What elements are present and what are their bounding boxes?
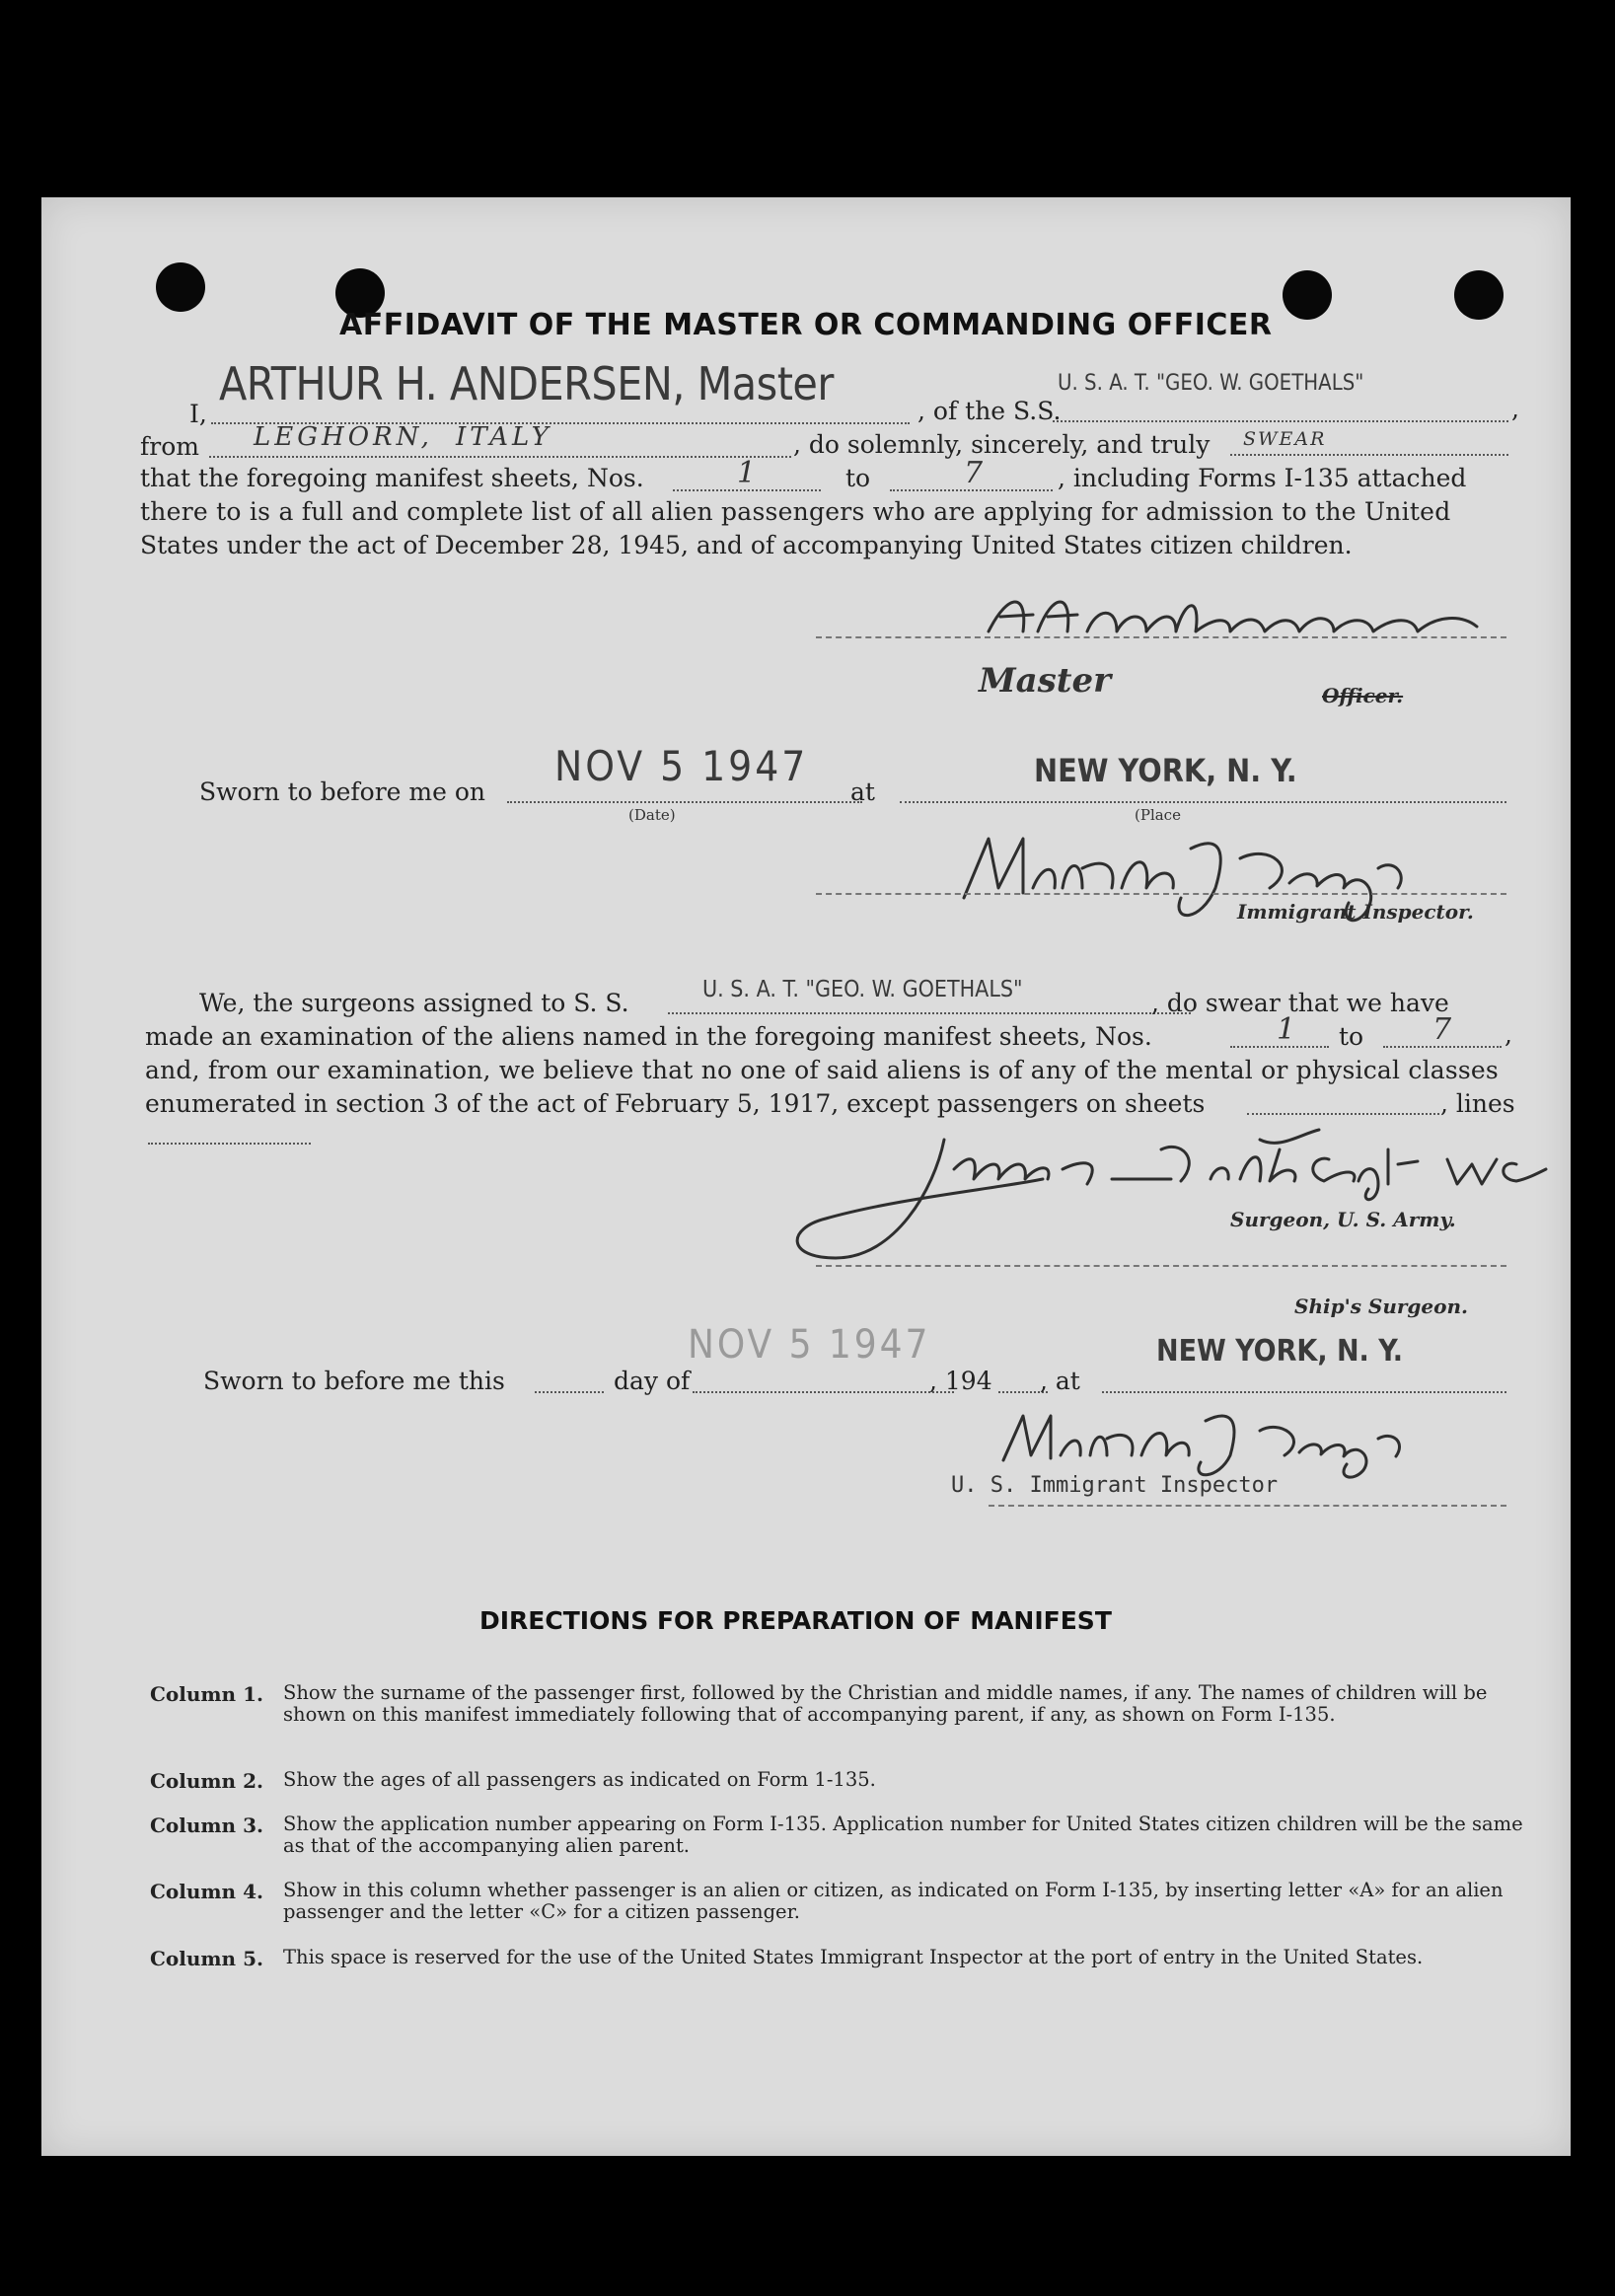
manifest-sheets-label: that the foregoing manifest sheets, Nos. (140, 464, 644, 492)
from-label: from (140, 432, 199, 461)
direction-text: This space is reserved for the use of the United States Immigrant Inspector at the port of entry in the United States. (283, 1946, 1424, 1968)
surgeon-signature (747, 1110, 1585, 1278)
surgeons-sheet-to-line (1383, 1046, 1502, 1048)
inspector-signature-text (979, 878, 988, 879)
surgeon-caption: Surgeon, U. S. Army. (1230, 1208, 1456, 1231)
surgeons-sheet-from: 1 (1277, 1012, 1296, 1047)
ship-comma: , (1511, 395, 1519, 423)
affidavit-page (41, 197, 1571, 2156)
including-forms-label: , including Forms I-135 attached (1058, 464, 1467, 492)
master-handwritten: Master (979, 661, 1112, 701)
punch-hole (1454, 270, 1504, 320)
direction-text: Show in this column whether passenger is an alien or citizen, as indicated on Form I-135, by inserting letter «A» for an alien passenger and the letter «C» for a citizen passenger. (283, 1879, 1504, 1923)
sheet-from: 1 (737, 456, 757, 490)
surgeons-ship-line (668, 1012, 1191, 1014)
us-inspector-signature (984, 1401, 1457, 1480)
surgeons-sheet-from-line (1230, 1046, 1329, 1048)
date-caption: (Date) (628, 806, 676, 824)
surgeons-ship-name-stamp: U. S. A. T. "GEO. W. GOETHALS" (702, 977, 1023, 1002)
direction-text: Show the application number appearing on Form I-135. Application number for United States citizen children will be the same as that of the accompanying alien parent. (283, 1813, 1523, 1857)
affidavit-title: AFFIDAVIT OF THE MASTER OR COMMANDING OFFICER (339, 308, 1273, 342)
sworn-date-stamp: NOV 5 1947 (554, 742, 809, 790)
ship-name-stamp: U. S. A. T. "GEO. W. GOETHALS" (1058, 371, 1364, 396)
direction-label: Column 5. (150, 1947, 263, 1970)
inspector-signature-line (816, 893, 1506, 895)
master-signature (979, 587, 1492, 656)
master-name-stamp: ARTHUR H. ANDERSEN, Master (219, 357, 834, 410)
surgeon-signature-text (929, 1169, 939, 1170)
oath-word: SWEAR (1243, 428, 1327, 450)
surgeons-line-1-end: , do swear that we have (1151, 989, 1449, 1017)
direction-label: Column 4. (150, 1880, 263, 1903)
sheet-to-line (890, 489, 1053, 491)
surgeons-sheet-to-label: to (1339, 1022, 1364, 1051)
surgeons-at-label: , at (1040, 1367, 1080, 1395)
surgeons-date-stamp: NOV 5 1947 (688, 1322, 931, 1368)
from-line (209, 456, 791, 458)
from-country: ITALY (456, 422, 552, 452)
sheet-to: 7 (964, 456, 984, 490)
from-city: LEGHORN, (254, 422, 433, 452)
surgeons-line-2-end: , (1505, 1020, 1512, 1049)
ship-name-line (1053, 420, 1508, 422)
punch-hole (156, 262, 205, 312)
oath-line (1230, 454, 1508, 456)
surgeons-line-4-end: , lines (1440, 1089, 1515, 1118)
i-label: I, (189, 400, 207, 428)
place-caption: (Place (1135, 806, 1181, 824)
surgeons-line-3: and, from our examination, we believe that no one of said aliens is of any of the mental or physical classes (145, 1056, 1499, 1084)
sheet-from-line (673, 489, 821, 491)
us-inspector-signature-text (1028, 1441, 1037, 1442)
direction-label: Column 3. (150, 1814, 263, 1837)
affidavit-line-5: States under the act of December 28, 1945, and of accompanying United States citizen children. (140, 531, 1353, 559)
sworn-place-stamp: NEW YORK, N. Y. (1034, 752, 1297, 789)
punch-hole (1283, 270, 1332, 320)
surgeons-place-stamp: NEW YORK, N. Y. (1156, 1334, 1404, 1369)
direction-label: Column 2. (150, 1769, 263, 1793)
master-signature-text (979, 597, 986, 598)
direction-text: Show the ages of all passengers as indicated on Form 1-135. (283, 1768, 876, 1791)
direction-label: Column 1. (150, 1682, 263, 1706)
sworn-day-line (535, 1391, 604, 1393)
sworn-date-line (507, 801, 862, 803)
us-inspector-caption: U. S. Immigrant Inspector (951, 1473, 1279, 1498)
sheet-to-label: to (845, 464, 871, 492)
directions-title: DIRECTIONS FOR PREPARATION OF MANIFEST (479, 1606, 1112, 1635)
of-the-ss-label: , of the S.S. (918, 397, 1062, 425)
surgeons-line-2-start: made an examination of the aliens named in the foregoing manifest sheets, Nos. (145, 1022, 1152, 1051)
year-prefix-label: , 194 (929, 1367, 992, 1395)
immigrant-inspector-caption: Immigrant Inspector. (1237, 900, 1474, 924)
surgeons-line-1-start: We, the surgeons assigned to S. S. (199, 989, 629, 1017)
us-inspector-line (989, 1505, 1506, 1507)
ships-surgeon-caption: Ship's Surgeon. (1294, 1295, 1468, 1318)
sworn-on-label: Sworn to before me on (199, 778, 486, 806)
affidavit-line-4: there to is a full and complete list of all alien passengers who are applying for admission to the United (140, 497, 1451, 526)
surgeons-place-line (1102, 1391, 1506, 1393)
surgeons-sheet-to: 7 (1432, 1012, 1452, 1047)
surgeons-lines-line (148, 1143, 311, 1145)
officer-struck-label: Officer. (1322, 684, 1404, 707)
ships-surgeon-line (816, 1265, 1506, 1267)
day-of-label: day of (614, 1367, 691, 1395)
sworn-this-label: Sworn to before me this (203, 1367, 505, 1395)
do-solemnly-label: , do solemnly, sincerely, and truly (793, 430, 1211, 459)
direction-text: Show the surname of the passenger first, followed by the Christian and middle names, if any. The names of children will be shown on this manifest immediately following that of accompanying parent, if any, as shown on Form I-135. (283, 1681, 1488, 1726)
sworn-at-label: at (850, 778, 875, 806)
surgeons-line-4-start: enumerated in section 3 of the act of February 5, 1917, except passengers on sheets (145, 1089, 1206, 1118)
sworn-month-line (693, 1391, 954, 1393)
master-signature-line (816, 636, 1506, 638)
sworn-place-line (900, 801, 1506, 803)
